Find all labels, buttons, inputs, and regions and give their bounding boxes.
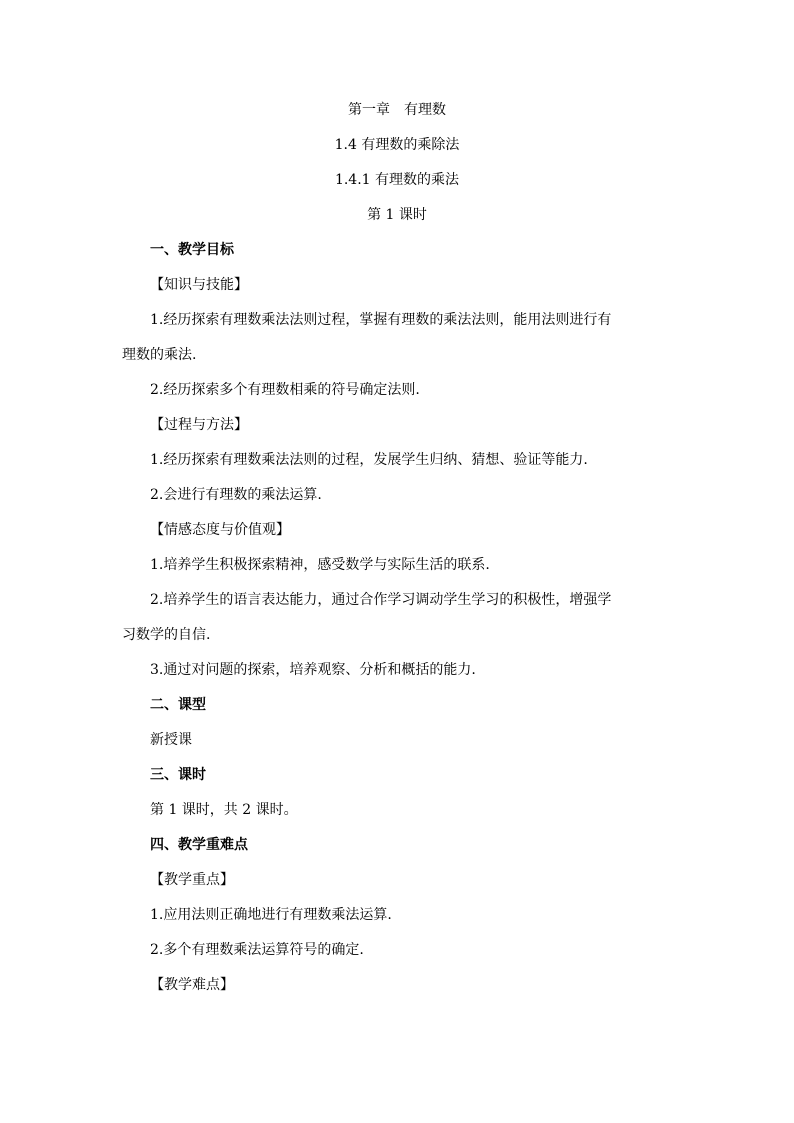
label-knowledge-skills: 【知识与技能】 <box>150 277 248 293</box>
knowledge-item-1-line-2: 理数的乘法. <box>122 347 197 363</box>
emotion-item-1: 1.培养学生积极探索精神，感受数学与实际生活的联系. <box>150 557 490 573</box>
emotion-item-3: 3.通过对问题的探索，培养观察、分析和概括的能力. <box>150 662 476 678</box>
heading-lesson-type: 二、课型 <box>150 697 206 713</box>
lesson-hours-text: 第 1 课时，共 2 课时。 <box>150 802 298 818</box>
knowledge-item-1-line-1: 1.经历探索有理数乘法法则过程，掌握有理数的乘法法则，能用法则进行有 <box>150 312 612 328</box>
label-emotion-values: 【情感态度与价值观】 <box>150 522 290 538</box>
emotion-item-2-line-2: 习数学的自信. <box>122 627 211 643</box>
section-title: 1.4 有理数的乘除法 <box>334 137 460 153</box>
chapter-title: 第一章 有理数 <box>348 102 446 118</box>
label-process-method: 【过程与方法】 <box>150 417 248 433</box>
label-difficult-points: 【教学难点】 <box>150 977 234 993</box>
emotion-item-2-line-1: 2.培养学生的语言表达能力，通过合作学习调动学生学习的积极性，增强学 <box>150 592 612 608</box>
heading-lesson-hours: 三、课时 <box>150 767 206 783</box>
process-item-2: 2.会进行有理数的乘法运算. <box>150 487 322 503</box>
key-point-item-1: 1.应用法则正确地进行有理数乘法运算. <box>150 907 392 923</box>
lesson-title: 第 1 课时 <box>367 207 427 223</box>
knowledge-item-2: 2.经历探索多个有理数相乘的符号确定法则. <box>150 382 420 398</box>
lesson-type-text: 新授课 <box>150 732 192 748</box>
heading-key-difficult-points: 四、教学重难点 <box>150 837 248 853</box>
label-key-points: 【教学重点】 <box>150 872 234 888</box>
subsection-title: 1.4.1 有理数的乘法 <box>334 172 460 188</box>
key-point-item-2: 2.多个有理数乘法运算符号的确定. <box>150 942 364 958</box>
process-item-1: 1.经历探索有理数乘法法则的过程，发展学生归纳、猜想、验证等能力. <box>150 452 588 468</box>
heading-teaching-goals: 一、教学目标 <box>150 242 234 258</box>
